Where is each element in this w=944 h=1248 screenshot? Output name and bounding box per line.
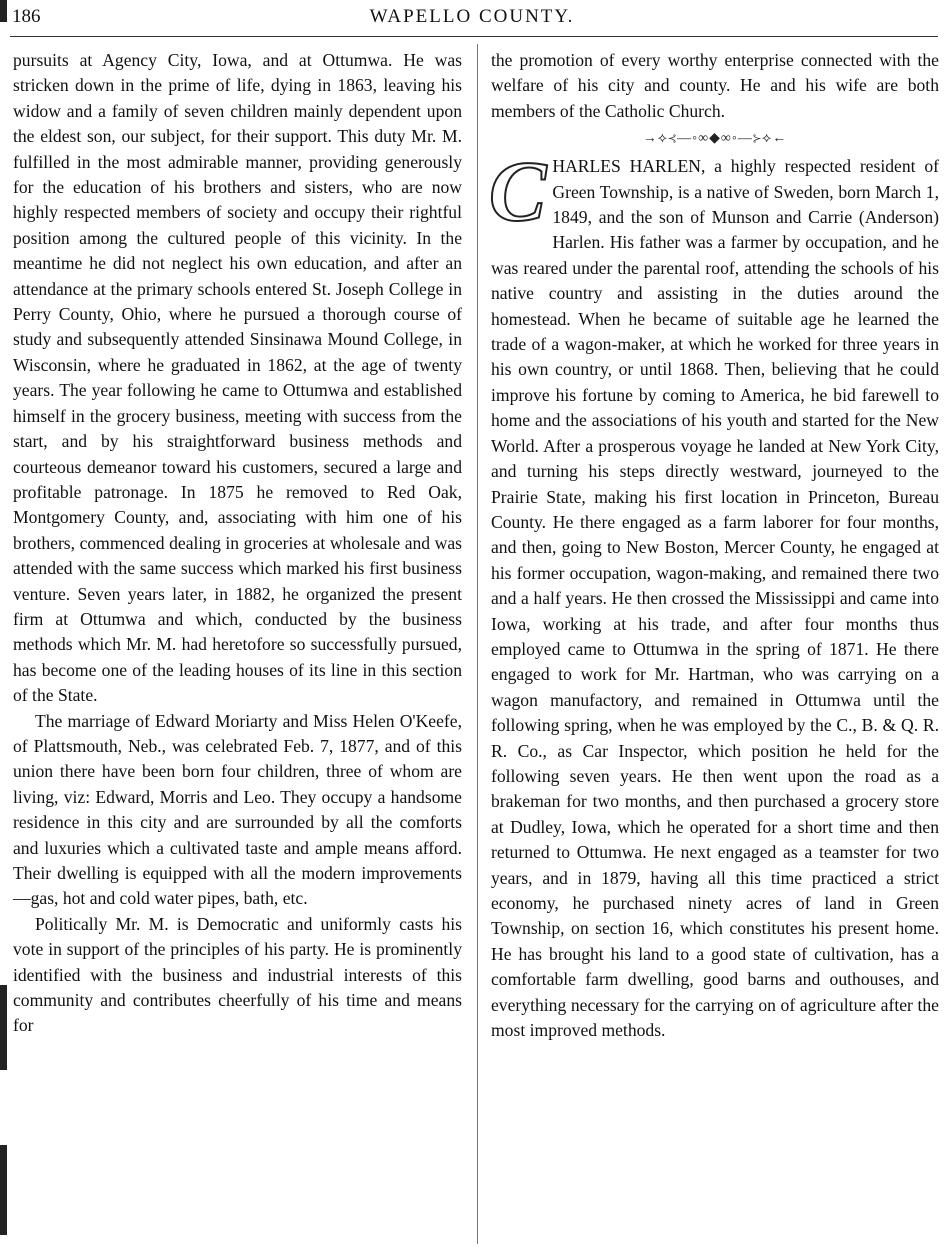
- binding-edge-mark: [0, 1145, 7, 1235]
- drop-cap: C: [489, 143, 547, 240]
- right-column: [491, 48, 939, 1043]
- header-rule: [10, 36, 938, 37]
- binding-edge-mark: [0, 985, 7, 1070]
- paragraph: The marriage of Edward Moriarty and Miss Helen O'Keefe, of Plattsmouth, Neb., was celebrated Feb. 7, 1877, and of this union there have been born four children, three of whom are living, viz: Edward, Morris and Leo. They occupy a handsome residence in this city and are surrounded by all the comforts and luxuries which a cultivated taste and ample means afford. Their dwelling is equipped with all the modern improvements—gas, hot and cold water pipes, bath, etc.: [13, 710, 462, 909]
- paragraph: pursuits at Agency City, Iowa, and at Ottumwa. He was stricken down in the prime of life, dying in 1863, leaving his widow and a family of seven children mainly dependent upon the eldest son, our subject, for their support. This duty Mr. M. fulfilled in the most admirable manner, providing generously for the education of his brothers and sisters, who are now highly respected members of society and occupy their rightful position among the cultured people of this vicinity. In the meantime he did not neglect his own education, and after an attendance at the primary schools entered St. Joseph College in Perry County, Ohio, where he pursued a thorough course of study and subsequently attended Sinsinawa Mound College, in Wisconsin, where he graduated in 1862, at the age of twenty years. The year following he came to Ottumwa and established himself in the grocery business, meeting with success from the start, and by his straightforward business methods and courteous demeanor toward his customers, secured a large and profitable patronage. In 1875 he removed to Red Oak, Montgomery County, and, associating with him one of his brothers, commenced dealing in groceries at wholesale and was attended with the same success which marked his first business venture. Seven years later, in 1882, he organized the present firm at Ottumwa and which, conducted by the business methods which Mr. M. had heretofore so successfully pursued, has become one of the leading houses of its line in this section of the State.: [13, 50, 462, 706]
- left-column: [13, 48, 462, 1039]
- paragraph: the promotion of every worthy enterprise connected with the welfare of his city and county. He and his wife are both members of the Catholic Church.: [491, 50, 939, 121]
- column-divider: [477, 44, 478, 1244]
- biography-text: HARLES HARLEN, a highly respected resident of Green Township, is a native of Sweden, born March 1, 1849, and the son of Munson and Carrie (Anderson) Harlen. His father was a farmer by occupation, and he was reared under the parental roof, attending the schools of his native country and assisting in the duties around the homestead. When he became of suitable age he learned the trade of a wagon-maker, at which he worked for three years in his own country, or until 1868. Then, believing that he could improve his fortune by coming to America, he bid farewell to home and the associations of his youth and started for the New World. After a prosperous voyage he landed at New York City, and turning his steps directly westward, journeyed to the Prairie State, making his first location in Princeton, Bureau County. He there engaged as a farm laborer for four months, and then, going to New Boston, Mercer County, he engaged at his former occupation, wagon-making, and remained there two and a half years. He then crossed the Mississippi and came into Iowa, working at his trade, and after four months thus employed came to Ottumwa in the spring of 1871. He there engaged to work for Mr. Hartman, who was carrying on a wagon manufactory, and remained in Ottumwa until the following spring, when he was employed by the C., B. & Q. R. R. Co., as Car Inspector, which position he held for the following seven years. He then went upon the road as a brakeman for two months, and then purchased a grocery store at Dudley, Iowa, which he operated for a short time and then returned to Ottumwa. He next engaged as a teamster for two years, and in 1879, having all this time practiced a strict economy, he purchased ninety acres of land in Green Township, on section 16, which constitutes his present home. He has brought his land to a good state of cultivation, has a comfortable farm dwelling, good barns and outhouses, and everything necessary for the carrying on of agriculture after the most improved methods.: [491, 156, 939, 1041]
- running-title: WAPELLO COUNTY.: [369, 6, 575, 27]
- ornamental-divider: →⟡⊰—◦∞◆∞◦—⊱⟡←: [642, 131, 788, 147]
- biography-paragraph: [489, 143, 939, 1043]
- page-header: [0, 0, 944, 40]
- binding-edge-mark: [0, 0, 7, 22]
- paragraph: Politically Mr. M. is Democratic and uniformly casts his vote in support of the principles of his party. He is prominently identified with the business and industrial interests of this community and contributes cheerfully of his time and means for: [13, 913, 462, 1036]
- page-number: 186: [12, 6, 41, 27]
